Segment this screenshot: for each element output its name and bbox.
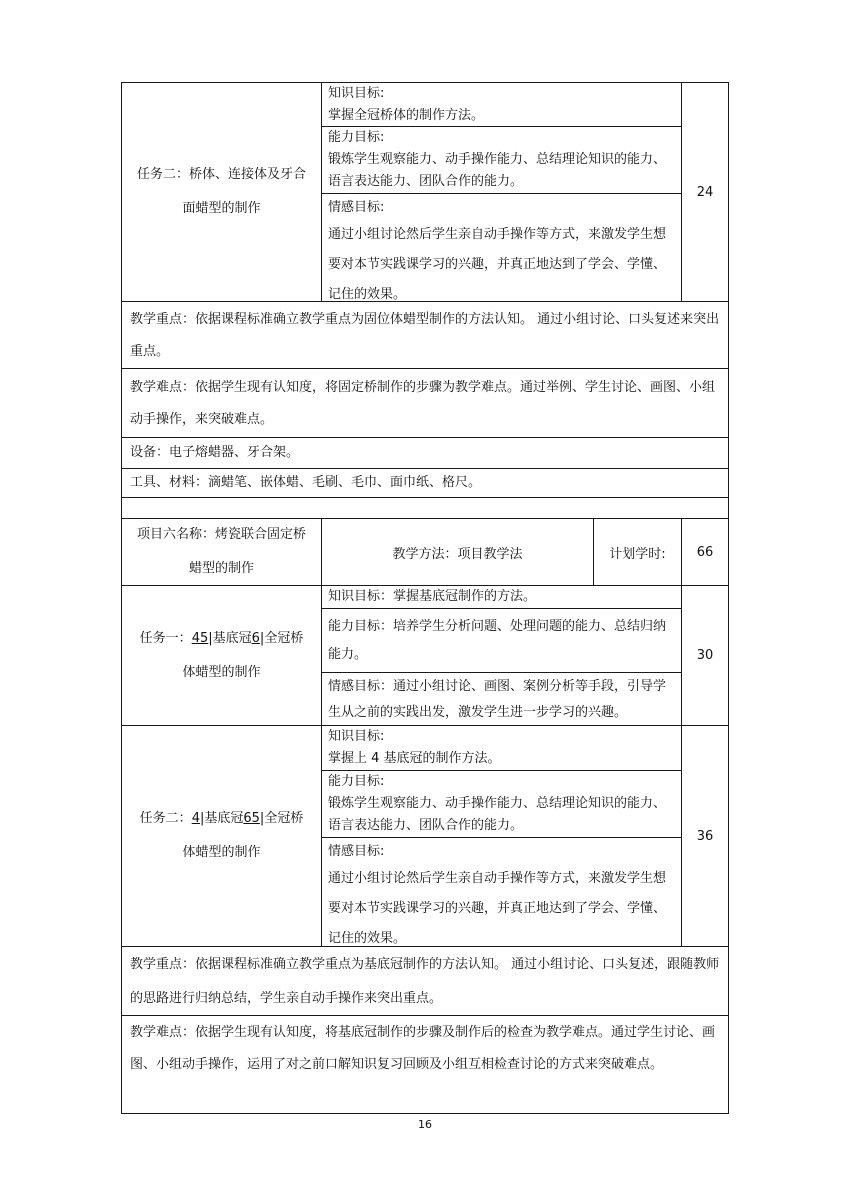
task-title-line1: 任务二：桥体、连接体及牙合 xyxy=(136,167,306,182)
task-one-hours-cell xyxy=(681,585,729,726)
emotion-goal-cell xyxy=(321,193,682,302)
equipment-row xyxy=(121,437,729,469)
task-two-line2: 体蜡型的制作 xyxy=(182,845,261,860)
project-name-line2: 蜡型的制作 xyxy=(188,561,254,576)
key-point-text: 教学重点：依据课程标准确立教学重点为固位体蜡型制作的方法认知。 通过小组讨论、口头复述来突出重点。 xyxy=(130,312,720,359)
plan-hours-label-cell xyxy=(593,518,682,586)
task-one-emotion-text: 情感目标：通过小组讨论、画图、案例分析等手段，引导学生从之前的实践出发，激发学生进一步学习的兴趣。 xyxy=(328,679,667,720)
hours-cell xyxy=(681,82,729,302)
page-number: 16 xyxy=(418,1118,432,1131)
tooth-code-65: 65 xyxy=(243,811,260,826)
task-one-hours-value: 30 xyxy=(696,648,714,663)
knowledge-goal-label: 知识目标: xyxy=(328,86,385,101)
task-one-ability-text: 能力目标：培养学生分析问题、处理问题的能力、总结归纳能力。 xyxy=(328,619,667,662)
ability-goal-label: 能力目标: xyxy=(328,130,385,145)
knowledge-goal-text: 掌握全冠桥体的制作方法。 xyxy=(328,108,485,123)
task-two-knowledge-label: 知识目标: xyxy=(328,729,385,744)
task-two-emotion-label: 情感目标: xyxy=(328,844,385,859)
task-two-line1: 任务二：4|基底冠65|全冠桥 xyxy=(139,811,304,826)
tools-text: 工具、材料：滴蜡笔、嵌体蜡、毛刷、毛巾、面巾纸、格尺。 xyxy=(130,475,482,490)
tools-row xyxy=(121,468,729,498)
teaching-method-cell xyxy=(321,518,594,586)
difficulty-text-2: 教学难点：依据学生现有认知度，将基底冠制作的步骤及制作后的检查为教学难点。通过学生讨论、画图、小组动手操作，运用了对之前口解知识复习回顾及小组互相检查讨论的方式来突破难点。 xyxy=(130,1025,716,1072)
task-one-ability-cell xyxy=(321,608,682,673)
task-two-knowledge-cell xyxy=(321,725,682,771)
teaching-method-text: 教学方法：项目教学法 xyxy=(392,546,523,562)
difficulty-row xyxy=(121,368,729,438)
task-two-ability-cell xyxy=(321,770,682,838)
task-two-hours-value: 36 xyxy=(696,828,714,844)
emotion-goal-label: 情感目标: xyxy=(328,200,385,215)
key-point-text-2: 教学重点：依据课程标准确立教学重点为基底冠制作的方法认知。 通过小组讨论、口头复述，跟随教师的思路进行归纳总结，学生亲自动手操作来突出重点。 xyxy=(130,957,720,1006)
lesson-plan-table xyxy=(121,82,729,1114)
task-two-cell xyxy=(121,725,322,947)
ability-goal-text: 锻炼学生观察能力、动手操作能力、总结理论知识的能力、语言表达能力、团队合作的能力。 xyxy=(328,152,667,189)
difficulty-row-2 xyxy=(121,1015,729,1114)
task-two-knowledge-text: 掌握上 4 基底冠的制作方法。 xyxy=(328,751,501,766)
difficulty-text: 教学难点：依据学生现有认知度，将固定桥制作的步骤为教学难点。通过举例、学生讨论、画图、小组动手操作，来突破难点。 xyxy=(130,380,716,427)
task-two-emotion-cell xyxy=(321,837,682,947)
equipment-text: 设备：电子熔蜡器、牙合架。 xyxy=(130,445,300,460)
task-two-ability-label: 能力目标: xyxy=(328,774,385,789)
task-one-line1: 任务一：45|基底冠6|全冠桥 xyxy=(139,630,304,646)
empty-row xyxy=(121,497,729,519)
tooth-code-4: 4 xyxy=(191,811,200,826)
tooth-code-45: 45 xyxy=(191,630,209,646)
ability-goal-cell xyxy=(321,126,682,194)
key-point-row xyxy=(121,301,729,369)
task-one-knowledge-text: 知识目标：掌握基底冠制作的方法。 xyxy=(328,589,537,604)
project-name-cell xyxy=(121,518,322,586)
plan-hours-label: 计划学时: xyxy=(609,546,666,562)
plan-hours-value-cell xyxy=(681,518,729,586)
task-two-ability-text: 锻炼学生观察能力、动手操作能力、总结理论知识的能力、语言表达能力、团队合作的能力。 xyxy=(328,796,667,833)
task-one-knowledge-cell xyxy=(321,585,682,609)
key-point-row-2 xyxy=(121,946,729,1016)
task-one-cell xyxy=(121,585,322,726)
knowledge-goal-cell xyxy=(321,82,682,127)
task-title-line2: 面蜡型的制作 xyxy=(182,201,261,216)
task-one-line2: 体蜡型的制作 xyxy=(182,664,261,680)
hours-value: 24 xyxy=(696,184,714,200)
task-cell xyxy=(121,82,322,302)
tooth-code-6: 6 xyxy=(251,630,260,646)
task-two-hours-cell xyxy=(681,725,729,947)
project-name-line1: 项目六名称：烤瓷联合固定桥 xyxy=(136,527,306,542)
task-two-emotion-text: 通过小组讨论然后学生亲自动手操作等方式，来激发学生想要对本节实践课学习的兴趣，并真正地达到了学会、学懂、记住的效果。 xyxy=(328,871,667,946)
task-one-emotion-cell xyxy=(321,672,682,726)
emotion-goal-text: 通过小组讨论然后学生亲自动手操作等方式，来激发学生想要对本节实践课学习的兴趣，并真正地达到了学会、学懂、记住的效果。 xyxy=(328,227,667,302)
plan-hours-value: 66 xyxy=(696,544,714,560)
